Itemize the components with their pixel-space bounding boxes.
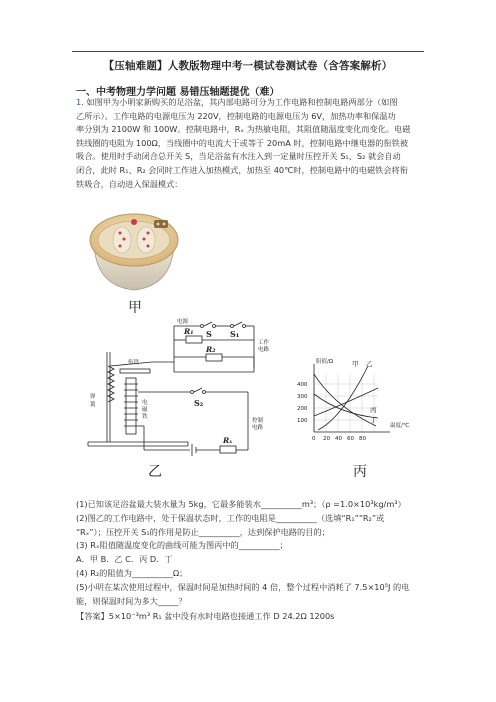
question-1: (1)已知该足浴盆最大装水量为 5kg，它最多能装水__________m³；（ρ =1.0×10³kg/m³） [76, 499, 406, 509]
xtick-40: 40 [335, 436, 342, 442]
question-2a: (2)图乙的工作电路中，处于保温状态时，工作的电阻是__________（选填“R₁”“R₂”或 [76, 512, 385, 523]
ytick-400: 400 [297, 382, 308, 388]
curve-ding [314, 388, 378, 416]
xtick-80: 80 [359, 436, 366, 442]
section-heading: 一、中考物理力学问题 易错压轴题提优（难） [76, 87, 280, 98]
question-5b: 能，则保温时间为多大_____？ [76, 595, 187, 606]
curve-yi [318, 366, 368, 430]
control-circuit-label-2: 电路 [252, 425, 264, 431]
control-circuit-label-1: 控制 [252, 418, 264, 424]
electromagnet-label-2: 磁 [142, 407, 148, 413]
armature-label: 衔铁 [128, 360, 140, 366]
electromagnet-label-3: 铁 [142, 414, 148, 420]
figure-label-jia: 甲 [128, 300, 142, 316]
curve-label-yi: 乙 [366, 360, 373, 368]
curve-label-bing: 丙 [370, 406, 377, 414]
graph-ylabel: 阻值/Ω [316, 359, 334, 365]
power-label: 电源 [177, 319, 189, 325]
curve-bing [314, 394, 378, 418]
answer-label: 【答案】 [76, 611, 109, 622]
switch-s-label: S [206, 329, 212, 339]
curve-label-ding: 丁 [370, 416, 377, 424]
page-title: 【压轴难题】人教版物理中考一模试卷测试卷（含答案解析） [103, 60, 393, 72]
problem-line-1: 如图甲为小明家新购买的足浴盆，其内部电路可分为工作电路和控制电路两部分（如图 [86, 97, 398, 107]
answer-line [76, 610, 428, 624]
problem-line-6: 闭合，此时 R₁、R₂ 会同时工作进入加热模式，加热至 40℃时，控制电路中的电磁铁会将衔 [76, 164, 408, 175]
xtick-20: 20 [323, 436, 330, 442]
problem-text [76, 96, 426, 191]
figure-label-yi: 乙 [148, 464, 162, 480]
problem-number: 1. [76, 97, 84, 107]
question-3: (3) Rₓ阻值随温度变化的曲线可能为图丙中的__________； [76, 540, 288, 551]
problem-line-3: 率分别为 2100W 和 100W。控制电路中，Rₓ 为热敏电阻，其阻值随温度变化而变化。电磁 [76, 124, 411, 135]
work-circuit-label-2: 电路 [258, 347, 270, 353]
xtick-60: 60 [347, 436, 354, 442]
problem-line-5: 吸合。使用时手动闭合总开关 S，当足浴盆有水注入到一定量时压控开关 S₁、S₂ 就会自动 [76, 151, 401, 162]
question-list [76, 498, 428, 624]
work-circuit-label-1: 工作 [258, 340, 270, 346]
ytick-200: 200 [297, 406, 308, 412]
spring-label-2: 簧 [90, 402, 96, 408]
resistance-temperature-graph [294, 354, 414, 444]
problem-line-7: 铁吸合，自动进入保温模式： [76, 178, 183, 189]
graph-xlabel: 温度/℃ [390, 423, 410, 429]
ytick-300: 300 [297, 394, 308, 400]
electromagnet-label-1: 电 [142, 400, 148, 406]
spring-label-1: 弹 [90, 394, 96, 400]
header-rule [72, 51, 424, 52]
r2-label: R₂ [206, 345, 216, 354]
curve-label-jia: 甲 [352, 360, 359, 368]
question-5a: (5)小明在某次使用过程中，保温时间是加热时间的 4 倍，整个过程中消耗了 7.5×10⁵J 的电 [76, 581, 410, 592]
switch-s1-label: S₁ [230, 329, 240, 339]
rx-label: Rₓ [223, 436, 233, 445]
answer-content: 5×10⁻³m³ R₁ 盆中没有水时电路也接通工作 D 24.2Ω 1200s [108, 611, 335, 622]
switch-s2-label: S₂ [194, 398, 204, 408]
r1-label: R₁ [184, 327, 194, 336]
figure-label-bing: 丙 [353, 464, 367, 480]
problem-line-2: 乙所示）。工作电路的电源电压为 220V，控制电路的电源电压为 6V，加热功率和保温功 [76, 110, 396, 121]
question-3-options: A．甲 B．乙 C．丙 D．丁 [76, 554, 173, 565]
problem-line-4: 铁线圈的电阻为 100Ω，当线圈中的电流大于或等于 20mA 时，控制电路中继电器的衔铁被 [76, 137, 409, 148]
question-2b: “Rₓ”）；压控开关 S₁的作用是防止__________，达到保护电路的目的； [76, 526, 330, 537]
xtick-0: 0 [312, 436, 316, 442]
question-4: (4) R₂的阻值为__________Ω； [76, 567, 188, 578]
circuit-diagram [80, 316, 280, 464]
ytick-100: 100 [297, 418, 308, 424]
foot-bath-image [84, 206, 184, 294]
